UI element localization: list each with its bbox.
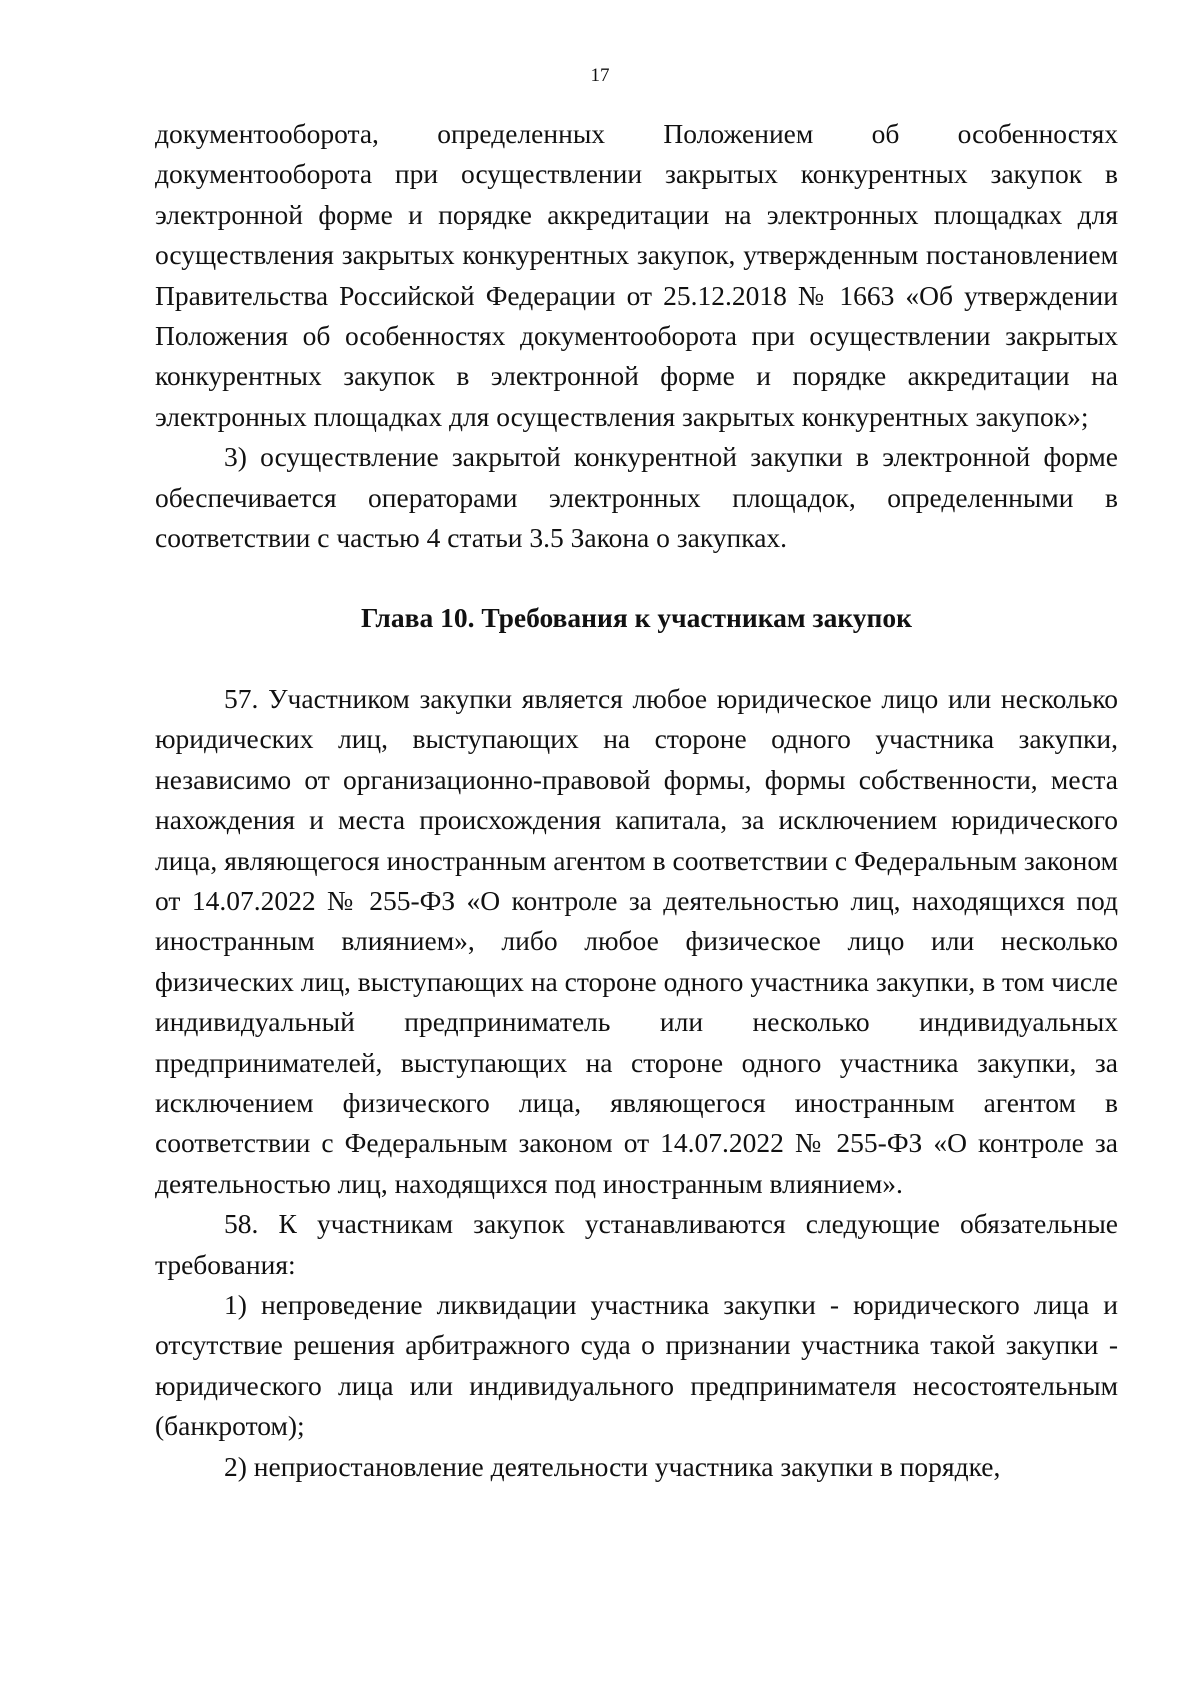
document-body	[155, 114, 1118, 1487]
paragraph-57: 57. Участником закупки является любое юридическое лицо или несколько юридических лиц, выступающих на стороне одного участника закупки, независимо от организационно-правовой формы, формы собственности, места нахождения и места происхождения капитала, за исключением юридического лица, являющегося иностранным агентом в соответствии с Федеральным законом от 14.07.2022 № 255-ФЗ «О контроле за деятельностью лиц, находящихся под иностранным влиянием», либо любое физическое лицо или несколько физических лиц, выступающих на стороне одного участника закупки, в том числе индивидуальный предприниматель или несколько индивидуальных предпринимателей, выступающих на стороне одного участника закупки, за исключением физического лица, являющегося иностранным агентом в соответствии с Федеральным законом от 14.07.2022 № 255-ФЗ «О контроле за деятельностью лиц, находящихся под иностранным влиянием».	[155, 682, 1118, 1199]
page-number: 17	[590, 65, 610, 86]
spacer	[155, 639, 1118, 679]
spacer	[155, 558, 1118, 598]
paragraph-58: 58. К участникам закупок устанавливаются следующие обязательные требования:	[155, 1208, 1118, 1280]
paragraph-58-item-2: 2) неприостановление деятельности участника закупки в порядке,	[224, 1450, 1001, 1482]
paragraph-continuation: документооборота, определенных Положением об особенностях документооборота при осуществлении закрытых конкурентных закупок в электронной форме и порядке аккредитации на электронных площадках для осуществления закрытых конкурентных закупок, утвержденным постановлением Правительства Российской Федерации от 25.12.2018 № 1663 «Об утверждении Положения об особенностях документооборота при осуществлении закрытых конкурентных закупок в электронной форме и порядке аккредитации на электронных площадках для осуществления закрытых конкурентных закупок»;	[155, 118, 1118, 432]
paragraph-item-3: 3) осуществление закрытой конкурентной закупки в электронной форме обеспечивается операторами электронных площадок, определенными в соответствии с частью 4 статьи 3.5 Закона о закупках.	[155, 441, 1118, 554]
paragraph-58-item-1: 1) непроведение ликвидации участника закупки - юридического лица и отсутствие решения арбитражного суда о признании участника такой закупки - юридического лица или индивидуального предпринимателя несостоятельным (банкротом);	[155, 1288, 1118, 1442]
chapter-heading: Глава 10. Требования к участникам закупок	[361, 602, 912, 634]
